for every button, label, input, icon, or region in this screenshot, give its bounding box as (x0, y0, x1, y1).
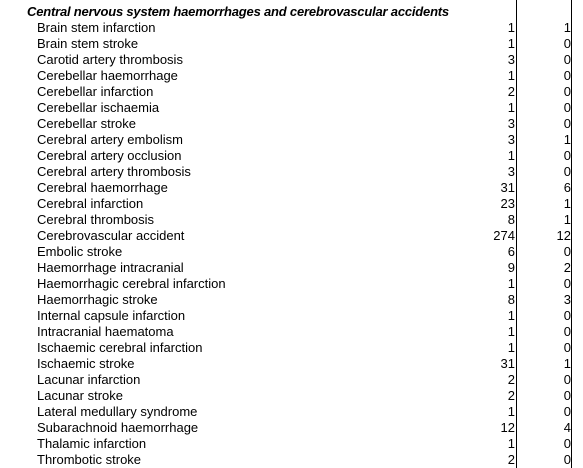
term-label: Thrombotic stroke (37, 452, 142, 467)
count-column-2: 0 (563, 388, 571, 403)
table-row (0, 52, 583, 68)
term-label: Cerebral artery embolism (37, 132, 183, 147)
table-row (0, 100, 583, 116)
count-column-1: 23 (500, 196, 515, 211)
term-label: Lacunar infarction (37, 372, 141, 387)
term-label: Cerebral artery thrombosis (37, 164, 191, 179)
table-row (0, 452, 583, 468)
count-column-1: 1 (507, 100, 515, 115)
count-column-2: 0 (563, 36, 571, 51)
term-label: Brain stem stroke (37, 36, 139, 51)
term-label: Ischaemic stroke (37, 356, 135, 371)
table-row (0, 180, 583, 196)
table-row (0, 292, 583, 308)
count-column-1: 1 (507, 436, 515, 451)
table-row (0, 340, 583, 356)
term-label: Cerebrovascular accident (37, 228, 185, 243)
term-label: Cerebral artery occlusion (37, 148, 182, 163)
count-column-1: 3 (507, 164, 515, 179)
table-row (0, 356, 583, 372)
term-label: Haemorrhage intracranial (37, 260, 184, 275)
count-column-2: 0 (563, 148, 571, 163)
term-label: Embolic stroke (37, 244, 123, 259)
term-label: Ischaemic cerebral infarction (37, 340, 203, 355)
term-label: Intracranial haematoma (37, 324, 174, 339)
count-column-1: 1 (507, 148, 515, 163)
table-row (0, 420, 583, 436)
term-label: Haemorrhagic stroke (37, 292, 158, 307)
count-column-2: 0 (563, 164, 571, 179)
table-row (0, 324, 583, 340)
count-column-1: 1 (507, 324, 515, 339)
table-row (0, 148, 583, 164)
count-column-2: 6 (563, 180, 571, 195)
table-row (0, 308, 583, 324)
count-column-1: 1 (507, 276, 515, 291)
table-row (0, 196, 583, 212)
count-column-1: 31 (500, 180, 515, 195)
count-column-2: 0 (563, 276, 571, 291)
count-column-1: 8 (507, 292, 515, 307)
term-label: Lateral medullary syndrome (37, 404, 198, 419)
count-column-2: 1 (563, 212, 571, 227)
count-column-1: 12 (500, 420, 515, 435)
count-column-2: 0 (563, 404, 571, 419)
table-row (0, 276, 583, 292)
count-column-1: 31 (500, 356, 515, 371)
term-label: Cerebellar ischaemia (37, 100, 160, 115)
count-column-1: 8 (507, 212, 515, 227)
count-column-2: 1 (563, 356, 571, 371)
count-column-2: 0 (563, 324, 571, 339)
table-row (0, 260, 583, 276)
table-row (0, 436, 583, 452)
count-column-1: 1 (507, 308, 515, 323)
count-column-2: 2 (563, 260, 571, 275)
count-column-2: 3 (563, 292, 571, 307)
table-row (0, 36, 583, 52)
count-column-2: 0 (563, 84, 571, 99)
count-column-1: 6 (507, 244, 515, 259)
count-column-1: 1 (507, 68, 515, 83)
count-column-1: 3 (507, 52, 515, 67)
count-column-2: 0 (563, 436, 571, 451)
count-column-2: 0 (563, 452, 571, 467)
count-column-2: 1 (563, 132, 571, 147)
term-label: Brain stem infarction (37, 20, 156, 35)
count-column-1: 1 (507, 20, 515, 35)
count-column-2: 0 (563, 52, 571, 67)
count-column-1: 9 (507, 260, 515, 275)
table-row (0, 20, 583, 36)
count-column-1: 1 (507, 404, 515, 419)
table-row (0, 132, 583, 148)
count-column-2: 12 (556, 228, 571, 243)
term-label: Carotid artery thrombosis (37, 52, 183, 67)
adverse-event-table (0, 20, 583, 468)
count-column-1: 274 (493, 228, 515, 243)
term-label: Cerebral infarction (37, 196, 144, 211)
count-column-1: 2 (507, 84, 515, 99)
count-column-2: 0 (563, 116, 571, 131)
table-row (0, 372, 583, 388)
term-label: Cerebellar haemorrhage (37, 68, 178, 83)
count-column-1: 3 (507, 132, 515, 147)
term-label: Haemorrhagic cerebral infarction (37, 276, 226, 291)
count-column-2: 0 (563, 308, 571, 323)
count-column-2: 0 (563, 340, 571, 355)
count-column-1: 2 (507, 372, 515, 387)
term-label: Cerebral thrombosis (37, 212, 155, 227)
count-column-2: 1 (563, 196, 571, 211)
count-column-2: 1 (563, 20, 571, 35)
count-column-2: 4 (563, 420, 571, 435)
table-row (0, 116, 583, 132)
count-column-2: 0 (563, 244, 571, 259)
section-heading: Central nervous system haemorrhages and cerebrovascular accidents (27, 4, 449, 19)
count-column-1: 1 (507, 36, 515, 51)
table-row (0, 388, 583, 404)
table-row (0, 228, 583, 244)
count-column-1: 1 (507, 340, 515, 355)
table-row (0, 244, 583, 260)
count-column-1: 2 (507, 388, 515, 403)
count-column-2: 0 (563, 372, 571, 387)
term-label: Subarachnoid haemorrhage (37, 420, 199, 435)
count-column-2: 0 (563, 100, 571, 115)
count-column-1: 2 (507, 452, 515, 467)
term-label: Cerebral haemorrhage (37, 180, 168, 195)
term-label: Thalamic infarction (37, 436, 147, 451)
table-row (0, 404, 583, 420)
table-row (0, 164, 583, 180)
count-column-1: 3 (507, 116, 515, 131)
table-row (0, 68, 583, 84)
term-label: Internal capsule infarction (37, 308, 186, 323)
count-column-2: 0 (563, 68, 571, 83)
table-row (0, 84, 583, 100)
term-label: Cerebellar infarction (37, 84, 154, 99)
table-row (0, 212, 583, 228)
term-label: Lacunar stroke (37, 388, 123, 403)
term-label: Cerebellar stroke (37, 116, 136, 131)
